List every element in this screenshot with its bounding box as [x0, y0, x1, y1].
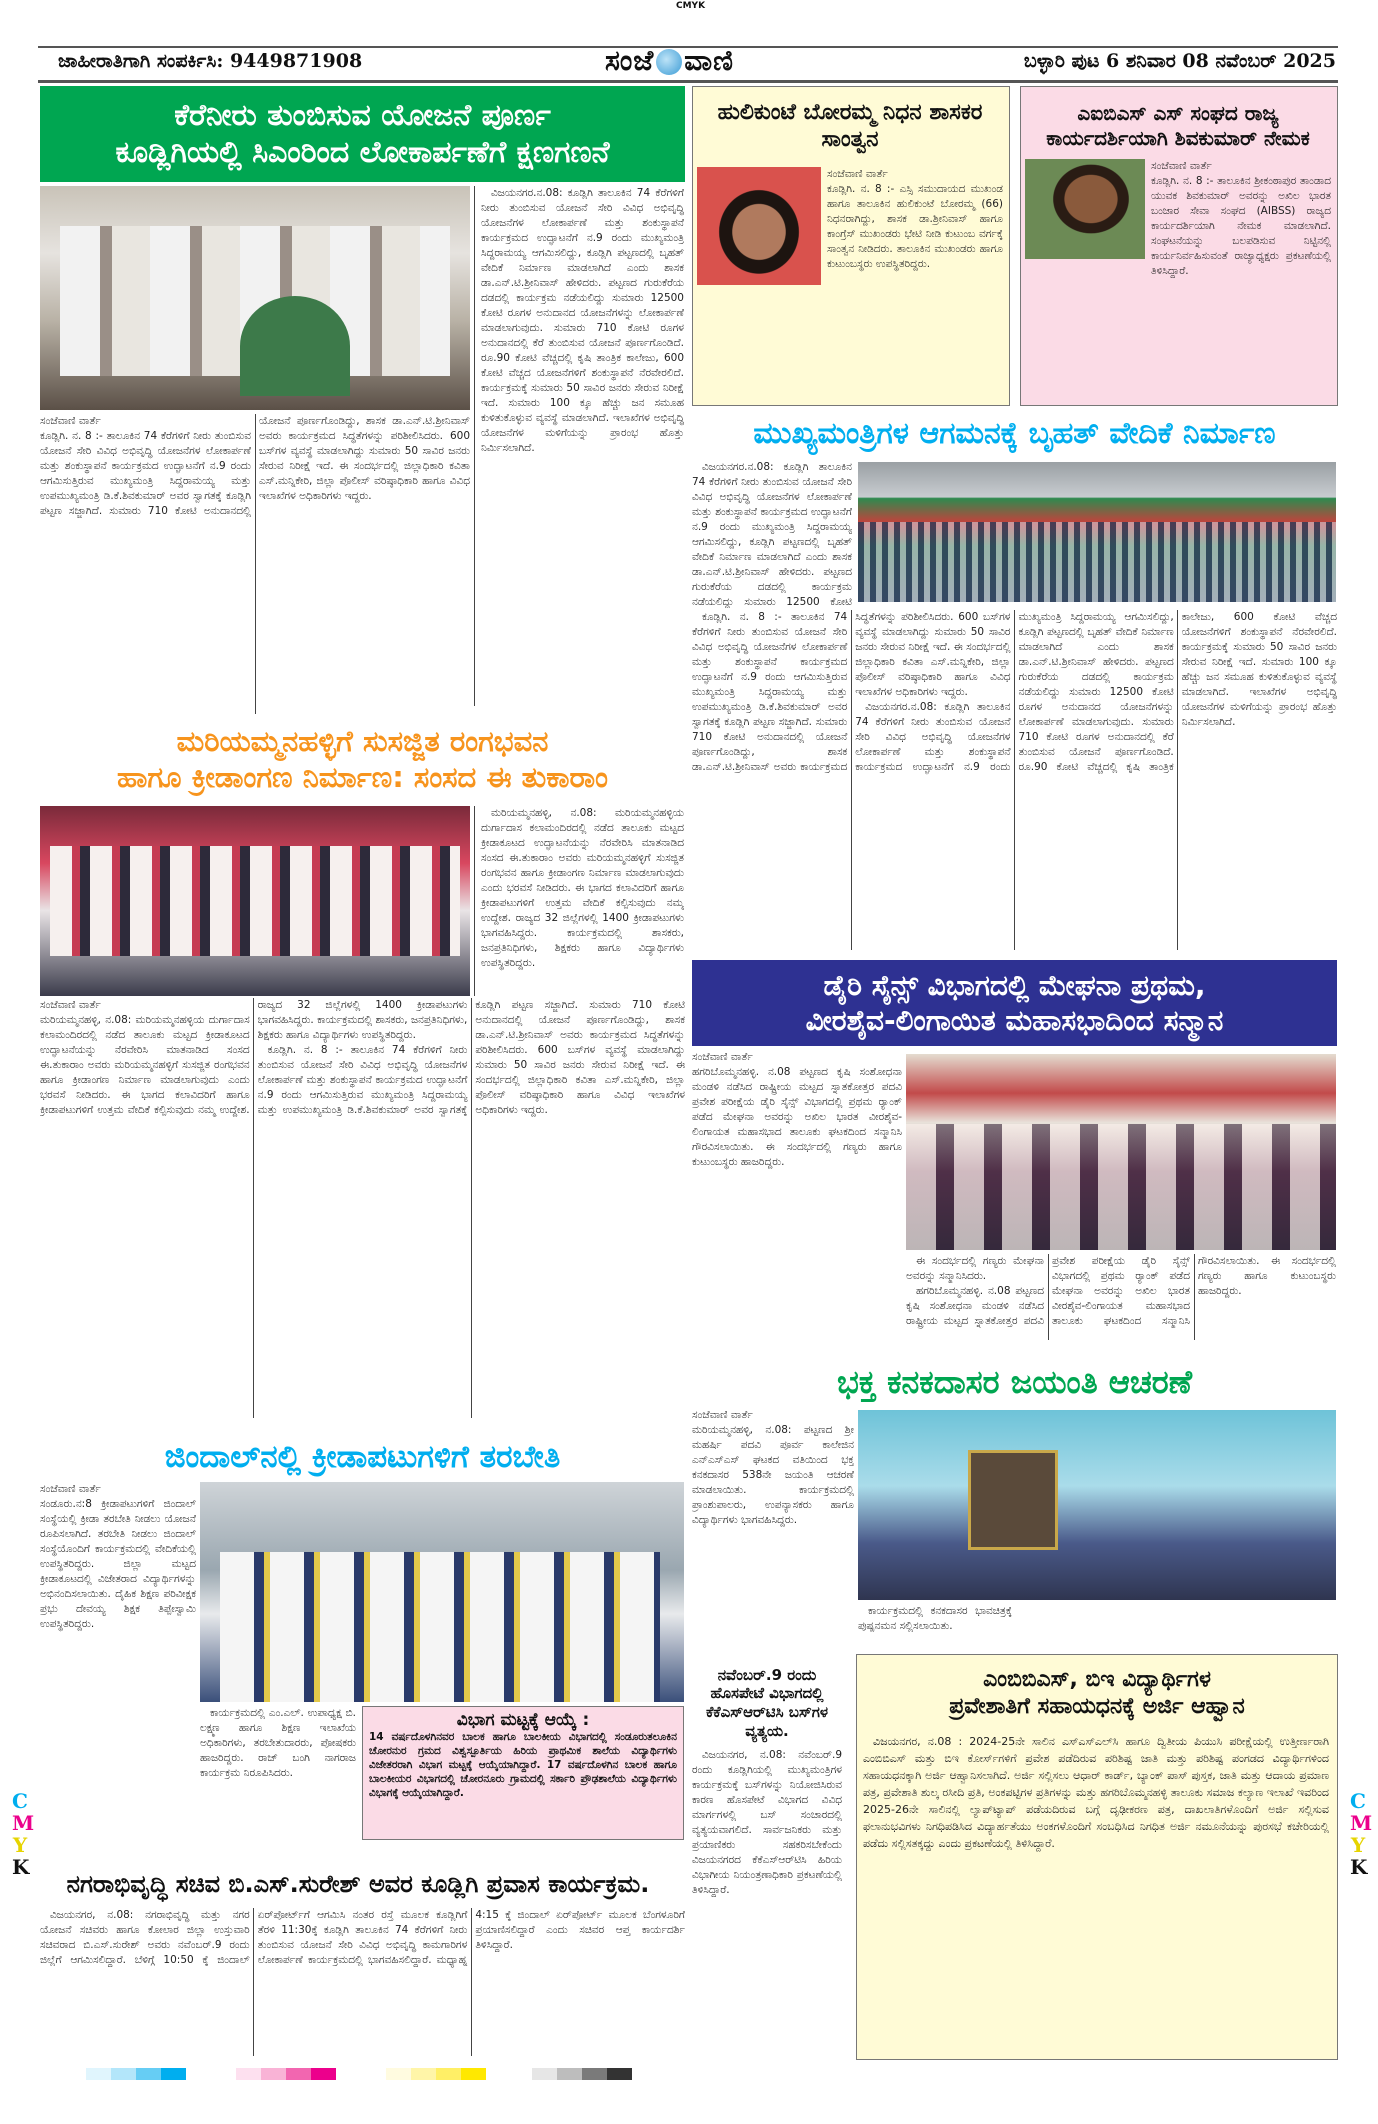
- article-text: ಮರಿಯಮ್ಮನಹಳ್ಳಿ, ನ.08: ಮರಿಯಮ್ಮನಹಳ್ಳಿಯ ದುರ್ಗಾದಾಸ ಕಲಾಮಂದಿರದಲ್ಲಿ ನಡೆದ ತಾಲೂಕು ಮಟ್ಟದ ಕ್ರೀಡಾಕೂಟದ ಉದ್ಘಾಟನೆಯನ್ನು ನೆರವೇರಿಸಿ ಮಾತನಾಡಿದ ಸಂಸದ ಈ.ತುಕಾರಾಂ ಅವರು ಮರಿಯಮ್ಮನಹಳ್ಳಿಗೆ ಸುಸಜ್ಜಿತ ರಂಗಭವನ ಹಾಗೂ ಕ್ರೀಡಾಂಗಣ ನಿರ್ಮಾಣ ಮಾಡಲಾಗುವುದು ಎಂದು ಭರವಸೆ ನೀಡಿದರು. ಈ ಭಾಗದ ಕಲಾವಿದರಿಗೆ ಹಾಗೂ ಕ್ರೀಡಾಪಟುಗಳಿಗೆ ಉತ್ತಮ ವೇದಿಕೆ ಕಲ್ಪಿಸುವುದು ನಮ್ಮ ಉದ್ದೇಶ. ರಾಜ್ಯದ 32 ಜಿಲ್ಲೆಗಳಲ್ಲಿ 1400 ಕ್ರೀಡಾಪಟುಗಳು ಭಾಗವಹಿಸಿದ್ದರು. ಕಾರ್ಯಕ್ರಮದಲ್ಲಿ ಶಾಸಕರು, ಜನಪ್ರತಿನಿಧಿಗಳು, ಶಿಕ್ಷಕರು ಹಾಗೂ ವಿದ್ಯಾರ್ಥಿಗಳು ಉಪಸ್ಥಿತರಿದ್ದರು.: [40, 999, 468, 1116]
- article-text: ವಿಜಯನಗರ.ನ.08: ಕೂಡ್ಲಿಗಿ ತಾಲೂಕಿನ 74 ಕೆರೆಗಳಿಗೆ ನೀರು ತುಂಬಿಸುವ ಯೋಜನೆ ಸೇರಿ ವಿವಿಧ ಅಭಿವೃದ್ಧಿ ಯೋಜನೆಗಳ ಲೋಕಾರ್ಪಣೆ ಮತ್ತು ಶಂಕುಸ್ಥಾಪನೆ ಕಾರ್ಯಕ್ರಮದ ಉದ್ಘಾಟನೆಗೆ ನ.9 ರಂದು ಮುಖ್ಯಮಂತ್ರಿ ಸಿದ್ದರಾಮಯ್ಯ ಆಗಮಿಸಲಿದ್ದು, ಕೂಡ್ಲಿಗಿ ಪಟ್ಟಣದಲ್ಲಿ ಬೃಹತ್ ವೇದಿಕೆ ನಿರ್ಮಾಣ ಮಾಡಲಾಗಿದೆ ಎಂದು ಶಾಸಕ ಡಾ.ಎನ್.ಟಿ.ಶ್ರೀನಿವಾಸ್ ಹೇಳಿದರು. ಪಟ್ಟಣದ ಗುರುಕೆರೆಯ ದಡದಲ್ಲಿ ಕಾರ್ಯಕ್ರಮ ನಡೆಯಲಿದ್ದು ಸುಮಾರು 12500 ಕೋಟಿ ರೂಗಳ ಅನುದಾನದ ಯೋಜನೆಗಳನ್ನು ಲೋಕಾರ್ಪಣೆ ಮಾಡಲಾಗುವುದು. ಸುಮಾರು 710 ಕೋಟಿ ರೂಗಳ ಅನುದಾನದಲ್ಲಿ ಕೆರೆ ತುಂಬಿಸುವ ಯೋಜನೆ ಪೂರ್ಣಗೊಂಡಿದೆ. ರೂ.90 ಕೋಟಿ ವೆಚ್ಚದಲ್ಲಿ ಕೃಷಿ ತಾಂತ್ರಿಕ ಕಾಲೇಜು, 600 ಕೋಟಿ ವೆಚ್ಚದ ಯೋಜನೆಗಳಿಗೆ ಶಂಕುಸ್ಥಾಪನೆ ನೆರವೇರಲಿದೆ. ಕಾರ್ಯಕ್ರಮಕ್ಕೆ ಸುಮಾರು 50 ಸಾವಿರ ಜನರು ಸೇರುವ ನಿರೀಕ್ಷೆ ಇದೆ. ಸುಮಾರು 100 ಕ್ಕೂ ಹೆಚ್ಚು ಜನ ಸಮೂಹ ಕುಳಿತುಕೊಳ್ಳುವ ವ್ಯವಸ್ಥೆ ಮಾಡಲಾಗಿದೆ. ಇಲಾಖೆಗಳ ಅಭಿವೃದ್ಧಿ ಯೋಜನೆಗಳ ಮಳಿಗೆಯನ್ನು ಪ್ರಾರಂಭ ಹೊತ್ತು ನಿರ್ಮಿಸಲಾಗಿದೆ.: [855, 611, 1337, 773]
- byline: ಸಂಜೆವಾಣಿ ವಾರ್ತೆ: [40, 415, 101, 427]
- headline-line-2: ಪ್ರವೇಶಾತಿಗೆ ಸಹಾಯಧನಕ್ಕೆ ಅರ್ಜಿ ಆಹ್ವಾನ: [949, 1694, 1245, 1719]
- article-body-bus: [692, 1748, 842, 2053]
- registration-mark-top: CMYK: [676, 1, 706, 11]
- article-body-vedike: [692, 460, 852, 608]
- article-shivakumar: [1020, 86, 1338, 406]
- selection-box: [362, 1706, 684, 1840]
- headline-suresh: ನಗರಾಭಿವೃದ್ಧಿ ಸಚಿವ ಬಿ.ಎಸ್.ಸುರೇಶ್ ಅವರ ಕೂಡ್ಲಿಗಿ ಪ್ರವಾಸ ಕಾರ್ಯಕ್ರಮ.: [66, 1870, 650, 1898]
- headline-kanaka: ಭಕ್ತ ಕನಕದಾಸರ ಜಯಂತಿ ಆಚರಣೆ: [837, 1363, 1192, 1401]
- article-body-mariyammanahalli-right: [474, 806, 684, 996]
- cmyk-y: Y: [1350, 1833, 1366, 1857]
- headline-shivakumar: ಎಐಬಿಎಸ್ ಎಸ್ ಸಂಘದ ರಾಜ್ಯ ಕಾರ್ಯದರ್ಶಿಯಾಗಿ ಶಿವಕುಮಾರ್ ನೇಮಕ: [1046, 101, 1310, 150]
- headline-mariyammanahalli: [40, 716, 685, 802]
- headline-line-2: ಹಾಗೂ ಕ್ರೀಡಾಂಗಣ ನಿರ್ಮಾಣ: ಸಂಸದ ಈ ತುಕಾರಾಂ: [117, 760, 608, 794]
- photo-stage-construction: [858, 462, 1336, 602]
- ad-contact: ಜಾಹೀರಾತಿಗಾಗಿ ಸಂಪರ್ಕಿಸಿ: 9449871908: [58, 50, 363, 72]
- photo-kanaka-jayanti: [858, 1410, 1336, 1600]
- magenta-color-bar: [236, 2068, 336, 2080]
- article-body-shivakumar: [1151, 159, 1331, 399]
- byline: ಸಂಜೆವಾಣಿ ವಾರ್ತೆ: [692, 1409, 753, 1421]
- article-text: ಸಂಡೂರು.ನ:8 ಕ್ರೀಡಾಪಟುಗಳಿಗೆ ಜಿಂದಾಲ್ ಸಂಸ್ಥೆಯಲ್ಲಿ ಕ್ರೀಡಾ ತರಬೇತಿ ನೀಡಲು ಯೋಜನೆ ರೂಪಿಸಲಾಗಿದೆ. ತರಬೇತಿ ನೀಡಲು ಜಿಂದಾಲ್ ಸಂಸ್ಥೆಯೊಂದಿಗೆ ಕಾರ್ಯಕ್ರಮದಲ್ಲಿ ವೇದಿಕೆಯಲ್ಲಿ ಉಪಸ್ಥಿತರಿದ್ದರು. ಜಿಲ್ಲಾ ಮಟ್ಟದ ಕ್ರೀಡಾಕೂಟದಲ್ಲಿ ವಿಜೇತರಾದ ವಿದ್ಯಾರ್ಥಿಗಳನ್ನು ಅಭಿನಂದಿಸಲಾಯಿತು. ದೈಹಿಕ ಶಿಕ್ಷಣ ಪರಿವೀಕ್ಷಕ ಪ್ರಭು ದೇವಯ್ಯ ಶಿಕ್ಷಕ ತಿಪ್ಪೇಸ್ವಾಮಿ ಉಪಸ್ಥಿತರಿದ್ದರು.: [40, 1498, 196, 1630]
- byline: ಸಂಜೆವಾಣಿ ವಾರ್ತೆ: [40, 1483, 101, 1495]
- cmyk-y: Y: [12, 1833, 28, 1857]
- photo-jindal-athletes: [200, 1482, 684, 1702]
- article-text: ಹಗರಿಬೊಮ್ಮನಹಳ್ಳಿ. ನ.08 ಪಟ್ಟಣದ ಕೃಷಿ ಸಂಶೋಧನಾ ಮಂಡಳಿ ನಡೆಸಿದ ರಾಷ್ಟ್ರೀಯ ಮಟ್ಟದ ಸ್ನಾತಕೋತ್ತರ ಪದವಿ ಪ್ರವೇಶ ಪರೀಕ್ಷೆಯ ಡೈರಿ ಸೈನ್ಸ್ ವಿಭಾಗದಲ್ಲಿ ಪ್ರಥಮ ರ‍್ಯಾಂಕ್ ಪಡೆದ ಮೇಘನಾ ಅವರನ್ನು ಅಖಿಲ ಭಾರತ ವೀರಶೈವ-ಲಿಂಗಾಯತ ಮಹಾಸಭಾದ ತಾಲೂಕು ಘಟಕದಿಂದ ಸನ್ಮಾನಿಸಿ ಗೌರವಿಸಲಾಯಿತು. ಈ ಸಂದರ್ಭದಲ್ಲಿ ಗಣ್ಯರು ಹಾಗೂ ಕುಟುಂಬಸ್ಥರು ಹಾಜರಿದ್ದರು.: [692, 1066, 902, 1168]
- headline-jindal: ಜಿಂದಾಲ್‌ನಲ್ಲಿ ಕ್ರೀಡಾಪಟುಗಳಿಗೆ ತರಬೇತಿ: [164, 1438, 561, 1475]
- byline: ಸಂಜೆವಾಣಿ ವಾರ್ತೆ: [1151, 160, 1212, 172]
- edition-info: ಬಳ್ಳಾರಿ ಪುಟ 6 ಶನಿವಾರ 08 ನವೆಂಬರ್ 2025: [1023, 50, 1336, 72]
- headline-kere: [40, 86, 685, 182]
- byline: ಸಂಜೆವಾಣಿ ವಾರ್ತೆ: [40, 999, 101, 1011]
- photo-borammaa-portrait: [697, 167, 821, 285]
- article-borammaa: [692, 86, 1010, 406]
- cmyk-m: M: [1350, 1811, 1373, 1835]
- cmyk-k: K: [1350, 1855, 1368, 1879]
- selection-box-body: 14 ವರ್ಷದೊಳಗಿನವರ ಬಾಲಕ ಹಾಗೂ ಬಾಲಕೀಯ ವಿಭಾಗದಲ್ಲಿ ಸಂಡೂರುತಲೂಕಿನ ಚೋರನುರ ಗ್ರಮದ ವಿಶ್ವಸ್ಪೂರ್ತಿಯ ಹಿರಿಯ ಪ್ರಾಥಮಿಕ ಶಾಲೆಯ ವಿದ್ಯಾರ್ಥಿಗಳು ವಿಜೇತರರಾಗಿ ವಿಭಾಗ ಮಟ್ಟಕ್ಕೆ ಆಯ್ಕೆಯಾಗಿದ್ದಾರೆ. 17 ವರ್ಷದೊಳಗಿನ ಬಾಲಕ ಹಾಗೂ ಬಾಲಕೀಯರ ವಿಭಾಗದಲ್ಲಿ ಚೋರನೂರು ಗ್ರಾಮದಲ್ಲಿ ಸರ್ಕಾರಿ ಪ್ರೌಢಶಾಲೆಯ ವಿದ್ಯಾರ್ಥಿಗಳು ವಿಭಾಗಕ್ಕೆ ಆಯ್ಕೆಯಾಗಿದ್ದಾರೆ.: [369, 1731, 677, 1799]
- article-text: ಕೂಡ್ಲಿಗಿ. ನ. 8 :- ತಾಲೂಕಿನ 74 ಕೆರೆಗಳಿಗೆ ನೀರು ತುಂಬಿಸುವ ಯೋಜನೆ ಸೇರಿ ವಿವಿಧ ಅಭಿವೃದ್ಧಿ ಯೋಜನೆಗಳ ಲೋಕಾರ್ಪಣೆ ಮತ್ತು ಶಂಕುಸ್ಥಾಪನೆ ಕಾರ್ಯಕ್ರಮದ ಉದ್ಘಾಟನೆಗೆ ನ.9 ರಂದು ಆಗಮಿಸುತ್ತಿರುವ ಮುಖ್ಯಮಂತ್ರಿ ಸಿದ್ದರಾಮಯ್ಯ ಮತ್ತು ಉಪಮುಖ್ಯಮಂತ್ರಿ ಡಿ.ಕೆ.ಶಿವಕುಮಾರ್ ಅವರ ಸ್ವಾಗತಕ್ಕೆ ಕೂಡ್ಲಿಗಿ ಪಟ್ಟಣ ಸಜ್ಜಾಗಿದೆ. ಸುಮಾರು 710 ಕೋಟಿ ಅನುದಾನದಲ್ಲಿ ಯೋಜನೆ ಪೂರ್ಣಗೊಂಡಿದ್ದು, ಶಾಸಕ ಡಾ.ಎನ್.ಟಿ.ಶ್ರೀನಿವಾಸ್ ಅವರು ಕಾರ್ಯಕ್ರಮದ ಸಿದ್ಧತೆಗಳನ್ನು ಪರಿಶೀಲಿಸಿದರು. 600 ಬಸ್‌ಗಳ ವ್ಯವಸ್ಥೆ ಮಾಡಲಾಗಿದ್ದು ಸುಮಾರು 50 ಸಾವಿರ ಜನರು ಸೇರುವ ನಿರೀಕ್ಷೆ ಇದೆ. ಈ ಸಂದರ್ಭದಲ್ಲಿ ಜಿಲ್ಲಾಧಿಕಾರಿ ಕವಿತಾ ಎಸ್.ಮನ್ನಿಕೇರಿ, ಜಿಲ್ಲಾ ಪೊಲೀಸ್ ವರಿಷ್ಠಾಧಿಕಾರಿ ಹಾಗೂ ವಿವಿಧ ಇಲಾಖೆಗಳ ಅಧಿಕಾರಿಗಳು ಇದ್ದರು.: [692, 611, 1011, 773]
- cyan-color-bar: [86, 2068, 186, 2080]
- photo-caption: ಈ ಸಂದರ್ಭದಲ್ಲಿ ಗಣ್ಯರು ಮೇಘನಾ ಅವರನ್ನು ಸನ್ಮಾನಿಸಿದರು.: [906, 1255, 1044, 1282]
- article-body-kere-left: [40, 414, 470, 714]
- selection-box-title: ವಿಭಾಗ ಮಟ್ಟಕ್ಕೆ ಆಯ್ಕೆ :: [456, 1710, 590, 1730]
- headline-line-1: ಕೆರೆನೀರು ತುಂಬಿಸುವ ಯೋಜನೆ ಪೂರ್ಣ: [174, 97, 551, 133]
- cmyk-c: C: [1350, 1789, 1366, 1813]
- article-body-suresh: [40, 1908, 685, 2056]
- article-text: ಮರಿಯಮ್ಮನಹಳ್ಳಿ, ನ.08: ಮರಿಯಮ್ಮನಹಳ್ಳಿಯ ದುರ್ಗಾದಾಸ ಕಲಾಮಂದಿರದಲ್ಲಿ ನಡೆದ ತಾಲೂಕು ಮಟ್ಟದ ಕ್ರೀಡಾಕೂಟದ ಉದ್ಘಾಟನೆಯನ್ನು ನೆರವೇರಿಸಿ ಮಾತನಾಡಿದ ಸಂಸದ ಈ.ತುಕಾರಾಂ ಅವರು ಮರಿಯಮ್ಮನಹಳ್ಳಿಗೆ ಸುಸಜ್ಜಿತ ರಂಗಭವನ ಹಾಗೂ ಕ್ರೀಡಾಂಗಣ ನಿರ್ಮಾಣ ಮಾಡಲಾಗುವುದು ಎಂದು ಭರವಸೆ ನೀಡಿದರು. ಈ ಭಾಗದ ಕಲಾವಿದರಿಗೆ ಹಾಗೂ ಕ್ರೀಡಾಪಟುಗಳಿಗೆ ಉತ್ತಮ ವೇದಿಕೆ ಕಲ್ಪಿಸುವುದು ನಮ್ಮ ಉದ್ದೇಶ. ರಾಜ್ಯದ 32 ಜಿಲ್ಲೆಗಳಲ್ಲಿ 1400 ಕ್ರೀಡಾಪಟುಗಳು ಭಾಗವಹಿಸಿದ್ದರು. ಕಾರ್ಯಕ್ರಮದಲ್ಲಿ ಶಾಸಕರು, ಜನಪ್ರತಿನಿಧಿಗಳು, ಶಿಕ್ಷಕರು ಹಾಗೂ ವಿದ್ಯಾರ್ಥಿಗಳು ಉಪಸ್ಥಿತರಿದ್ದರು.: [481, 807, 684, 969]
- photo-caption: ಕಾರ್ಯಕ್ರಮದಲ್ಲಿ ಕನಕದಾಸರ ಭಾವಚಿತ್ರಕ್ಕೆ ಪುಷ್ಪನಮನ ಸಲ್ಲಿಸಲಾಯಿತು.: [858, 1605, 1012, 1632]
- article-text: ಕೂಡ್ಲಿಗಿ. ನ. 8 :- ತಾಲೂಕಿನ 74 ಕೆರೆಗಳಿಗೆ ನೀರು ತುಂಬಿಸುವ ಯೋಜನೆ ಸೇರಿ ವಿವಿಧ ಅಭಿವೃದ್ಧಿ ಯೋಜನೆಗಳ ಲೋಕಾರ್ಪಣೆ ಮತ್ತು ಶಂಕುಸ್ಥಾಪನೆ ಕಾರ್ಯಕ್ರಮದ ಉದ್ಘಾಟನೆಗೆ ನ.9 ರಂದು ಆಗಮಿಸುತ್ತಿರುವ ಮುಖ್ಯಮಂತ್ರಿ ಸಿದ್ದರಾಮಯ್ಯ ಮತ್ತು ಉಪಮುಖ್ಯಮಂತ್ರಿ ಡಿ.ಕೆ.ಶಿವಕುಮಾರ್ ಅವರ ಸ್ವಾಗತಕ್ಕೆ ಕೂಡ್ಲಿಗಿ ಪಟ್ಟಣ ಸಜ್ಜಾಗಿದೆ. ಸುಮಾರು 710 ಕೋಟಿ ಅನುದಾನದಲ್ಲಿ ಯೋಜನೆ ಪೂರ್ಣಗೊಂಡಿದ್ದು, ಶಾಸಕ ಡಾ.ಎನ್.ಟಿ.ಶ್ರೀನಿವಾಸ್ ಅವರು ಕಾರ್ಯಕ್ರಮದ ಸಿದ್ಧತೆಗಳನ್ನು ಪರಿಶೀಲಿಸಿದರು. 600 ಬಸ್‌ಗಳ ವ್ಯವಸ್ಥೆ ಮಾಡಲಾಗಿದ್ದು ಸುಮಾರು 50 ಸಾವಿರ ಜನರು ಸೇರುವ ನಿರೀಕ್ಷೆ ಇದೆ. ಈ ಸಂದರ್ಭದಲ್ಲಿ ಜಿಲ್ಲಾಧಿಕಾರಿ ಕವಿತಾ ಎಸ್.ಮನ್ನಿಕೇರಿ, ಜಿಲ್ಲಾ ಪೊಲೀಸ್ ವರಿಷ್ಠಾಧಿಕಾರಿ ಹಾಗೂ ವಿವಿಧ ಇಲಾಖೆಗಳ ಅಧಿಕಾರಿಗಳು ಇದ್ದರು.: [257, 999, 685, 1116]
- headline-line-1: ಡೈರಿ ಸೈನ್ಸ್ ವಿಭಾಗದಲ್ಲಿ ಮೇಘನಾ ಪ್ರಥಮ,: [823, 969, 1206, 1002]
- yellow-color-bar: [386, 2068, 486, 2080]
- masthead-bottom-rule: [38, 80, 1338, 83]
- cmyk-c: C: [12, 1789, 28, 1813]
- logo-text-left: ಸಂಜೆ: [605, 44, 655, 77]
- headline-line-1: ಎಂಬಿಬಿಎಸ್, ಬಿಇ ವಿದ್ಯಾರ್ಥಿಗಳ: [983, 1666, 1211, 1692]
- article-body-dairy: [692, 1050, 902, 1340]
- headline-line-2: ಕೂಡ್ಲಿಗಿಯಲ್ಲಿ ಸಿಎಂರಿಂದ ಲೋಕಾರ್ಪಣೆಗೆ ಕ್ಷಣಗಣನೆ: [115, 135, 610, 170]
- article-body-borammaa: [827, 167, 1003, 397]
- article-body-jindal-col2: [200, 1706, 356, 1858]
- article-text: ವಿಜಯನಗರ, ನ.08 : 2024-25ನೇ ಸಾಲಿನ ಎಸ್ಎಸ್ಎಲ್‌ಸಿ ಹಾಗೂ ದ್ವಿತೀಯ ಪಿಯುಸಿ ಪರೀಕ್ಷೆಯಲ್ಲಿ ಉತ್ತೀರ್ಣರಾಗಿ ಎಂಬಿಬಿಎಸ್ ಮತ್ತು ಬಿಇ ಕೋರ್ಸ್‌ಗಳಿಗೆ ಪ್ರವೇಶ ಪಡೆದಿರುವ ಪರಿಶಿಷ್ಟ ಜಾತಿ ಮತ್ತು ಪರಿಶಿಷ್ಟ ಪಂಗಡದ ವಿದ್ಯಾರ್ಥಿಗಳಿಂದ ಸಹಾಯಧನಕ್ಕಾಗಿ ಅರ್ಜಿ ಆಹ್ವಾನಿಸಲಾಗಿದೆ. ಅರ್ಜಿ ಸಲ್ಲಿಸಲು ಆಧಾರ್ ಕಾರ್ಡ್, ಬ್ಯಾಂಕ್ ಪಾಸ್ ಪುಸ್ತಕ, ಜಾತಿ ಮತ್ತು ಆದಾಯ ಪ್ರಮಾಣ ಪತ್ರ, ಪ್ರವೇಶಾತಿ ಶುಲ್ಕ ರಸೀದಿ ಪ್ರತಿ, ಅಂಕಪಟ್ಟಿಗಳ ಪ್ರತಿಗಳನ್ನು ಮತ್ತು ಹಗರಿಬೊಮ್ಮನಹಳ್ಳಿ ತಾಲೂಕು ಸಮಾಜ ಕಲ್ಯಾಣ ಇಲಾಖೆ ಇವರಿಂದ 2025-26ನೇ ಸಾಲಿನಲ್ಲಿ ಲ್ಯಾಪ್‌ಟ್ಯಾಪ್ ಪಡೆಯದಿರುವ ಬಗ್ಗೆ ದೃಢೀಕರಣ ಪತ್ರ, ದಾಖಲಾತಿಗಳೊಂದಿಗೆ ಅರ್ಜಿ ಸಲ್ಲಿಸುವ ಫಲಾನುಭವಿಗಳು ನಿಗಧಿಪಡಿಸಿದ ವಿದ್ಯಾರ್ಹತೆಯು ಅಂಕಗಳೊಂದಿಗೆ ಸಂಬಧಿಸಿದ ನಿಗಧಿತ ಅರ್ಜಿ ನಮೂನೆಯನ್ನು ಪುರಸಭೆ ಕಚೇರಿಯಲ್ಲಿ ಪಡೆದು ಸಲ್ಲಿಸತಕ್ಕದ್ದು ಎಂದು ಪ್ರಕಟಣೆಯಲ್ಲಿ ತಿಳಿಸಿದ್ದಾರೆ.: [863, 1735, 1329, 1850]
- headline-mbbs: [861, 1659, 1333, 1727]
- cmyk-mark-right: [1350, 1789, 1373, 1879]
- article-body-vedike-columns: [692, 610, 1337, 950]
- headline-dairy: [692, 960, 1337, 1046]
- article-text: ವಿಜಯನಗರ, ನ.08: ನವೆಂಬರ್.9 ರಂದು ಕೂಡ್ಲಿಗಿಯಲ್ಲಿ ಮುಖ್ಯಮಂತ್ರಿಗಳ ಕಾರ್ಯಕ್ರಮಕ್ಕೆ ಬಸ್‌ಗಳನ್ನು ನಿಯೋಜಿಸಿರುವ ಕಾರಣ ಹೊಸಪೇಟೆ ವಿಭಾಗದ ವಿವಿಧ ಮಾರ್ಗಗಳಲ್ಲಿ ಬಸ್ ಸಂಚಾರದಲ್ಲಿ ವ್ಯತ್ಯಯವಾಗಲಿದೆ. ಸಾರ್ವಜನಿಕರು ಮತ್ತು ಪ್ರಯಾಣಿಕರು ಸಹಕರಿಸಬೇಕೆಂದು ವಿಜಯನಗರದ ಕೆಕೆಎಸ್ಆರ್‌ಟಿಸಿ ಹಿರಿಯ ವಿಭಾಗೀಯ ನಿಯಂತ್ರಣಾಧಿಕಾರಿ ಪ್ರಕಟಣೆಯಲ್ಲಿ ತಿಳಿಸಿದ್ದಾರೆ.: [692, 1749, 842, 1896]
- article-body-kanaka: [692, 1408, 854, 1648]
- photo-meghana-felicitation: [906, 1054, 1336, 1250]
- article-text: ಕೂಡ್ಲಿಗಿ. ನ. 8 :- ಎಸ್ಸಿ ಸಮುದಾಯದ ಮುಖಂಡ ಹಾಗೂ ತಾಲೂಕಿನ ಹುಲಿಕುಂಟೆ ಬೋರಮ್ಮ (66) ನಿಧನರಾಗಿದ್ದು, ಶಾಸಕ ಡಾ.ಶ್ರೀನಿವಾಸ್ ಹಾಗೂ ಕಾಂಗ್ರೆಸ್ ಮುಖಂಡರು ಭೇಟಿ ನೀಡಿ ಕುಟುಂಬ ವರ್ಗಕ್ಕೆ ಸಾಂತ್ವನ ನೀಡಿದರು. ತಾಲೂಕಿನ ಮುಖಂಡರು ಹಾಗೂ ಕುಟುಂಬಸ್ಥರು ಉಪಸ್ಥಿತರಿದ್ದರು.: [827, 183, 1003, 270]
- globe-icon: [656, 49, 682, 75]
- article-text: ಕೂಡ್ಲಿಗಿ. ನ. 8 :- ತಾಲೂಕಿನ 74 ಕೆರೆಗಳಿಗೆ ನೀರು ತುಂಬಿಸುವ ಯೋಜನೆ ಸೇರಿ ವಿವಿಧ ಅಭಿವೃದ್ಧಿ ಯೋಜನೆಗಳ ಲೋಕಾರ್ಪಣೆ ಮತ್ತು ಶಂಕುಸ್ಥಾಪನೆ ಕಾರ್ಯಕ್ರಮದ ಉದ್ಘಾಟನೆಗೆ ನ.9 ರಂದು ಆಗಮಿಸುತ್ತಿರುವ ಮುಖ್ಯಮಂತ್ರಿ ಸಿದ್ದರಾಮಯ್ಯ ಮತ್ತು ಉಪಮುಖ್ಯಮಂತ್ರಿ ಡಿ.ಕೆ.ಶಿವಕುಮಾರ್ ಅವರ ಸ್ವಾಗತಕ್ಕೆ ಕೂಡ್ಲಿಗಿ ಪಟ್ಟಣ ಸಜ್ಜಾಗಿದೆ. ಸುಮಾರು 710 ಕೋಟಿ ಅನುದಾನದಲ್ಲಿ ಯೋಜನೆ ಪೂರ್ಣಗೊಂಡಿದ್ದು, ಶಾಸಕ ಡಾ.ಎನ್.ಟಿ.ಶ್ರೀನಿವಾಸ್ ಅವರು ಕಾರ್ಯಕ್ರಮದ ಸಿದ್ಧತೆಗಳನ್ನು ಪರಿಶೀಲಿಸಿದರು. 600 ಬಸ್‌ಗಳ ವ್ಯವಸ್ಥೆ ಮಾಡಲಾಗಿದ್ದು ಸುಮಾರು 50 ಸಾವಿರ ಜನರು ಸೇರುವ ನಿರೀಕ್ಷೆ ಇದೆ. ಈ ಸಂದರ್ಭದಲ್ಲಿ ಜಿಲ್ಲಾಧಿಕಾರಿ ಕವಿತಾ ಎಸ್.ಮನ್ನಿಕೇರಿ, ಜಿಲ್ಲಾ ಪೊಲೀಸ್ ವರಿಷ್ಠಾಧಿಕಾರಿ ಹಾಗೂ ವಿವಿಧ ಇಲಾಖೆಗಳ ಅಧಿಕಾರಿಗಳು ಇದ್ದರು.: [40, 415, 470, 517]
- article-text-continued: ವಿಜಯನಗರ.ನ.08: ಕೂಡ್ಲಿಗಿ ತಾಲೂಕಿನ 74 ಕೆರೆಗಳಿಗೆ ನೀರು ತುಂಬಿಸುವ ಯೋಜನೆ ಸೇರಿ ವಿವಿಧ ಅಭಿವೃದ್ಧಿ ಯೋಜನೆಗಳ ಲೋಕಾರ್ಪಣೆ ಮತ್ತು ಶಂಕುಸ್ಥಾಪನೆ ಕಾರ್ಯಕ್ರಮದ ಉದ್ಘಾಟನೆಗೆ ನ.9 ರಂದು ಮುಖ್ಯಮಂತ್ರಿ ಸಿದ್ದರಾಮಯ್ಯ ಆಗಮಿಸಲಿದ್ದು, ಕೂಡ್ಲಿಗಿ ಪಟ್ಟಣದಲ್ಲಿ ಬೃಹತ್ ವೇದಿಕೆ ನಿರ್ಮಾಣ ಮಾಡಲಾಗಿದೆ ಎಂದು ಶಾಸಕ ಡಾ.ಎನ್.ಟಿ.ಶ್ರೀನಿವಾಸ್ ಹೇಳಿದರು. ಪಟ್ಟಣದ ಗುರುಕೆರೆಯ ದಡದಲ್ಲಿ ಕಾರ್ಯಕ್ರಮ ನಡೆಯಲಿದ್ದು ಸುಮಾರು 12500 ಕೋಟಿ ರೂಗಳ ಅನುದಾನದ ಯೋಜನೆಗಳನ್ನು ಲೋಕಾರ್ಪಣೆ ಮಾಡಲಾಗುವುದು. ಸುಮಾರು 710 ಕೋಟಿ ರೂಗಳ ಅನುದಾನದಲ್ಲಿ ಕೆರೆ ತುಂಬಿಸುವ ಯೋಜನೆ ಪೂರ್ಣಗೊಂಡಿದೆ. ರೂ.90 ಕೋಟಿ ವೆಚ್ಚದಲ್ಲಿ ಕೃಷಿ ತಾಂತ್ರಿಕ ಕಾಲೇಜು, 600 ಕೋಟಿ ವೆಚ್ಚದ ಯೋಜನೆಗಳಿಗೆ ಶಂಕುಸ್ಥಾಪನೆ ನೆರವೇರಲಿದೆ. ಕಾರ್ಯಕ್ರಮಕ್ಕೆ ಸುಮಾರು 50 ಸಾವಿರ ಜನರು ಸೇರುವ ನಿರೀಕ್ಷೆ ಇದೆ. ಸುಮಾರು 100 ಕ್ಕೂ ಹೆಚ್ಚು ಜನ ಸಮೂಹ ಕುಳಿತುಕೊಳ್ಳುವ ವ್ಯವಸ್ಥೆ ಮಾಡಲಾಗಿದೆ. ಇಲಾಖೆಗಳ ಅಭಿವೃದ್ಧಿ ಯೋಜನೆಗಳ ಮಳಿಗೆಯನ್ನು ಪ್ರಾರಂಭ ಹೊತ್ತು ನಿರ್ಮಿಸಲಾಗಿದೆ.: [481, 187, 684, 454]
- article-body-jindal: [40, 1482, 196, 1858]
- photo-cm-event-officials: [40, 186, 470, 410]
- article-body-kanaka-caption: [858, 1604, 1336, 1646]
- photo-shivakumar-portrait: [1025, 159, 1145, 259]
- article-body-dairy-caption: [906, 1254, 1336, 1340]
- headline-bus: ನವೆಂಬರ್.9 ರಂದು ಹೊಸಪೇಟೆ ವಿಭಾಗದಲ್ಲಿ ಕೆಕೆಎಸ್ಆರ್‌ಟಿಸಿ ಬಸ್‌ಗಳ ವ್ಯತ್ಯಯ.: [705, 1665, 829, 1740]
- headline-line-2: ವೀರಶೈವ-ಲಿಂಗಾಯಿತ ಮಹಾಸಭಾದಿಂದ ಸನ್ಮಾನ: [805, 1004, 1224, 1037]
- cmyk-mark-left: [12, 1789, 35, 1879]
- photo-sports-event-stage: [40, 806, 470, 996]
- article-text: ಕಾರ್ಯಕ್ರಮದಲ್ಲಿ ಎಂ.ಎಲ್. ಉಪಾಧ್ಯಕ್ಷ ಬಿ. ಲಕ್ಷ್ಮಣ ಹಾಗೂ ಶಿಕ್ಷಣ ಇಲಾಖೆಯ ಅಧಿಕಾರಿಗಳು, ತರಬೇತುದಾರರು, ಪೋಷಕರು ಹಾಜರಿದ್ದರು. ರಾಜ್ ಬಂಗಿ ನಾಗರಾಜ ಕಾರ್ಯಕ್ರಮ ನಿರೂಪಿಸಿದರು.: [200, 1707, 356, 1779]
- article-text: ವಿಜಯನಗರ, ನ.08: ನಗರಾಭಿವೃದ್ಧಿ ಮತ್ತು ನಗರ ಯೋಜನೆ ಸಚಿವರು ಹಾಗೂ ಕೋಲಾರ ಜಿಲ್ಲಾ ಉಸ್ತುವಾರಿ ಸಚಿವರಾದ ಬಿ.ಎಸ್.ಸುರೇಶ್ ಅವರು ನವೆಂಬರ್.9 ರಂದು ಜಿಲ್ಲೆಗೆ ಆಗಮಿಸಲಿದ್ದಾರೆ. ಬೆಳಿಗ್ಗೆ 10:50 ಕ್ಕೆ ಜಿಂದಾಲ್ ಏರ್‌ಪೋರ್ಟ್‌ಗೆ ಆಗಮಿಸಿ ನಂತರ ರಸ್ತೆ ಮೂಲಕ ಕೂಡ್ಲಿಗಿಗೆ ತೆರಳಿ 11:30ಕ್ಕೆ ಕೂಡ್ಲಿಗಿ ತಾಲೂಕಿನ 74 ಕೆರೆಗಳಿಗೆ ನೀರು ತುಂಬಿಸುವ ಯೋಜನೆ ಸೇರಿ ವಿವಿಧ ಅಭಿವೃದ್ಧಿ ಕಾಮಗಾರಿಗಳ ಲೋಕಾರ್ಪಣೆ ಕಾರ್ಯಕ್ರಮದಲ್ಲಿ ಭಾಗವಹಿಸಲಿದ್ದಾರೆ. ಮಧ್ಯಾಹ್ನ 4:15 ಕ್ಕೆ ಜಿಂದಾಲ್ ಏರ್‌ಪೋರ್ಟ್ ಮೂಲಕ ಬೆಂಗಳೂರಿಗೆ ಪ್ರಯಾಣಿಸಲಿದ್ದಾರೆ ಎಂದು ಸಚಿವರ ಆಪ್ತ ಕಾರ್ಯದರ್ಶಿ ತಿಳಿಸಿದ್ದಾರೆ.: [40, 1909, 685, 1966]
- cmyk-k: K: [12, 1855, 30, 1879]
- byline: ಸಂಜೆವಾಣಿ ವಾರ್ತೆ: [692, 1051, 753, 1063]
- logo-text-right: ವಾಣಿ: [684, 44, 734, 77]
- article-text: ಕೂಡ್ಲಿಗಿ. ನ. 8 :- ತಾಲೂಕಿನ ಶ್ರೀಕಂಠಾಪುರ ತಾಂಡಾದ ಯುವಕ ಶಿವಕುಮಾರ್ ಅವರನ್ನು ಅಖಿಲ ಭಾರತ ಬಂಜಾರ ಸೇವಾ ಸಂಘದ (AIBSS) ರಾಜ್ಯದ ಕಾರ್ಯದರ್ಶಿಯಾಗಿ ನೇಮಕ ಮಾಡಲಾಗಿದೆ. ಸಂಘಟನೆಯನ್ನು ಬಲಪಡಿಸುವ ನಿಟ್ಟಿನಲ್ಲಿ ಕಾರ್ಯನಿರ್ವಹಿಸುವಂತೆ ರಾಜ್ಯಾಧ್ಯಕ್ಷರು ಪ್ರಕಟಣೆಯಲ್ಲಿ ತಿಳಿಸಿದ್ದಾರೆ.: [1151, 175, 1331, 277]
- article-text: ಮರಿಯಮ್ಮನಹಳ್ಳಿ, ನ.08: ಪಟ್ಟಣದ ಶ್ರೀ ಮಹರ್ಷಿ ಪದವಿ ಪೂರ್ವ ಕಾಲೇಜಿನ ಎನ್ಎಸ್ಎಸ್ ಘಟಕದ ವತಿಯಿಂದ ಭಕ್ತ ಕನಕದಾಸರ 538ನೇ ಜಯಂತಿ ಆಚರಣೆ ಮಾಡಲಾಯಿತು. ಕಾರ್ಯಕ್ರಮದಲ್ಲಿ ಪ್ರಾಂಶುಪಾಲರು, ಉಪನ್ಯಾಸಕರು ಹಾಗೂ ವಿದ್ಯಾರ್ಥಿಗಳು ಭಾಗವಹಿಸಿದ್ದರು.: [692, 1424, 854, 1526]
- cmyk-m: M: [12, 1811, 35, 1835]
- headline-borammaa: ಹುಲಿಕುಂಟೆ ಬೋರಮ್ಮ ನಿಧನ ಶಾಸಕರ ಸಾಂತ್ವನ: [717, 99, 983, 152]
- newspaper-logo: [605, 44, 734, 78]
- headline-vedike: ಮುಖ್ಯಮಂತ್ರಿಗಳ ಆಗಮನಕ್ಕೆ ಬೃಹತ್ ವೇದಿಕೆ ನಿರ್ಮಾಣ: [753, 416, 1276, 452]
- byline: ಸಂಜೆವಾಣಿ ವಾರ್ತೆ: [827, 168, 888, 180]
- headline-line-1: ಮರಿಯಮ್ಮನಹಳ್ಳಿಗೆ ಸುಸಜ್ಜಿತ ರಂಗಭವನ: [176, 723, 549, 758]
- black-color-bar: [532, 2068, 632, 2080]
- article-body-mariyammanahalli: [40, 998, 685, 1418]
- article-text: ಹಗರಿಬೊಮ್ಮನಹಳ್ಳಿ. ನ.08 ಪಟ್ಟಣದ ಕೃಷಿ ಸಂಶೋಧನಾ ಮಂಡಳಿ ನಡೆಸಿದ ರಾಷ್ಟ್ರೀಯ ಮಟ್ಟದ ಸ್ನಾತಕೋತ್ತರ ಪದವಿ ಪ್ರವೇಶ ಪರೀಕ್ಷೆಯ ಡೈರಿ ಸೈನ್ಸ್ ವಿಭಾಗದಲ್ಲಿ ಪ್ರಥಮ ರ‍್ಯಾಂಕ್ ಪಡೆದ ಮೇಘನಾ ಅವರನ್ನು ಅಖಿಲ ಭಾರತ ವೀರಶೈವ-ಲಿಂಗಾಯತ ಮಹಾಸಭಾದ ತಾಲೂಕು ಘಟಕದಿಂದ ಸನ್ಮಾನಿಸಿ ಗೌರವಿಸಲಾಯಿತು. ಈ ಸಂದರ್ಭದಲ್ಲಿ ಗಣ್ಯರು ಹಾಗೂ ಕುಟುಂಬಸ್ಥರು ಹಾಜರಿದ್ದರು.: [906, 1255, 1336, 1327]
- article-body-kere-right: [474, 186, 684, 706]
- article-body-mbbs: [863, 1733, 1329, 2053]
- article-text: ವಿಜಯನಗರ.ನ.08: ಕೂಡ್ಲಿಗಿ ತಾಲೂಕಿನ 74 ಕೆರೆಗಳಿಗೆ ನೀರು ತುಂಬಿಸುವ ಯೋಜನೆ ಸೇರಿ ವಿವಿಧ ಅಭಿವೃದ್ಧಿ ಯೋಜನೆಗಳ ಲೋಕಾರ್ಪಣೆ ಮತ್ತು ಶಂಕುಸ್ಥಾಪನೆ ಕಾರ್ಯಕ್ರಮದ ಉದ್ಘಾಟನೆಗೆ ನ.9 ರಂದು ಮುಖ್ಯಮಂತ್ರಿ ಸಿದ್ದರಾಮಯ್ಯ ಆಗಮಿಸಲಿದ್ದು, ಕೂಡ್ಲಿಗಿ ಪಟ್ಟಣದಲ್ಲಿ ಬೃಹತ್ ವೇದಿಕೆ ನಿರ್ಮಾಣ ಮಾಡಲಾಗಿದೆ ಎಂದು ಶಾಸಕ ಡಾ.ಎನ್.ಟಿ.ಶ್ರೀನಿವಾಸ್ ಹೇಳಿದರು. ಪಟ್ಟಣದ ಗುರುಕೆರೆಯ ದಡದಲ್ಲಿ ಕಾರ್ಯಕ್ರಮ ನಡೆಯಲಿದ್ದು ಸುಮಾರು 12500 ಕೋಟಿ: [692, 461, 852, 608]
- article-mbbs: [856, 1654, 1338, 2060]
